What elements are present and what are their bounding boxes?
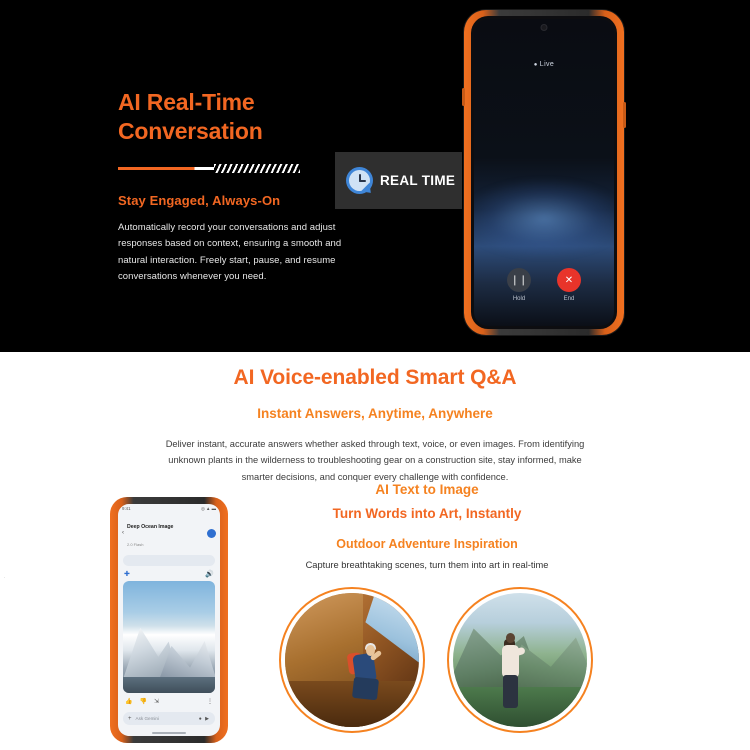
speaker-icon[interactable]: 🔊: [205, 571, 214, 578]
status-time: 9:41: [122, 506, 131, 511]
app-subtitle: 2.0 Flash: [127, 542, 144, 547]
rule-stripes: [214, 164, 300, 173]
tti-heading: AI Text to Image: [375, 482, 479, 497]
status-bar: [118, 504, 220, 513]
text-to-image-block: [262, 482, 592, 570]
voice-glow-visual: [474, 179, 614, 259]
add-icon[interactable]: +: [128, 715, 132, 722]
hold-control[interactable]: [507, 268, 531, 302]
headline-line-1: AI Real-Time: [118, 89, 255, 115]
headline-line-2: Conversation: [118, 118, 263, 145]
rock-climbing-photo: [279, 587, 425, 733]
realtime-body-text: Automatically record your conversations and adjust responses based on context, ensuring a smooth and natural interaction. Freely start, pause, and resume conversations whenever you need.: [118, 221, 342, 282]
front-camera-icon: [541, 24, 548, 31]
phone-mockup-realtime: [464, 10, 624, 335]
share-icon[interactable]: ⇲: [153, 699, 159, 705]
phone-power-button: [623, 102, 626, 128]
hold-label: Hold: [512, 296, 526, 302]
live-status-label: ● Live: [533, 61, 555, 68]
phone-volume-button: [462, 88, 465, 106]
clock-icon: [346, 167, 373, 194]
realtime-subheadline: Stay Engaged, Always-On: [118, 192, 281, 208]
ai-qa-section: [0, 352, 750, 750]
thumb-down-icon[interactable]: 👎: [139, 699, 147, 705]
generated-image: [123, 581, 215, 693]
home-indicator: [118, 730, 220, 736]
avatar[interactable]: [207, 529, 216, 538]
decorative-rule: [118, 163, 300, 175]
input-trailing-icons[interactable]: ● ▶: [198, 715, 210, 722]
chevron-left-icon[interactable]: ‹: [122, 530, 124, 536]
ai-realtime-section: [0, 0, 750, 352]
phone-screen: [474, 19, 614, 326]
app-title-bar: [118, 513, 220, 552]
prompt-input[interactable]: [123, 712, 215, 725]
message-actions: [118, 693, 220, 707]
mountain-hiking-photo: [447, 587, 593, 733]
phone-mockup-gemini: [110, 497, 228, 743]
qa-body-text: Deliver instant, accurate answers whether asked through text, voice, or even images. From identifying unknown plants in the wilderness to troubleshooting gear on a construction site, stay informed, make smarter decisions, and conquer every challenge with confidence.: [165, 439, 585, 482]
tool-row: [118, 569, 220, 581]
page-title: [118, 88, 358, 147]
real-time-badge: [335, 152, 462, 209]
end-label: End: [563, 296, 575, 302]
phone-screen: [118, 504, 220, 736]
end-call-icon[interactable]: ✕: [557, 268, 581, 292]
status-icons: ◎ ▲ ▬: [200, 505, 216, 511]
qa-title: AI Voice-enabled Smart Q&A: [233, 366, 517, 389]
prompt-input-placeholder: Ask Gemini: [135, 716, 160, 721]
more-icon[interactable]: ⋮: [207, 699, 213, 705]
sparkle-icon[interactable]: ✚: [124, 571, 130, 578]
qa-subtitle: Instant Answers, Anytime, Anywhere: [257, 406, 493, 421]
tti-caption: Capture breathtaking scenes, turn them into art in real-time: [305, 560, 549, 570]
real-time-badge-label: REAL TIME: [380, 173, 456, 188]
realtime-copy-block: [118, 88, 358, 285]
tti-tagline: Turn Words into Art, Instantly: [332, 506, 522, 521]
pause-icon[interactable]: ❘❘: [507, 268, 531, 292]
app-title: Deep Ocean Image: [127, 524, 174, 530]
prompt-bubble: [123, 555, 215, 566]
end-control[interactable]: [557, 268, 581, 302]
watermark: .: [4, 574, 6, 580]
live-indicator-icon: ●: [533, 62, 538, 68]
tti-subheading: Outdoor Adventure Inspiration: [336, 537, 518, 551]
thumb-up-icon[interactable]: 👍: [125, 699, 133, 705]
call-controls: [474, 268, 614, 302]
